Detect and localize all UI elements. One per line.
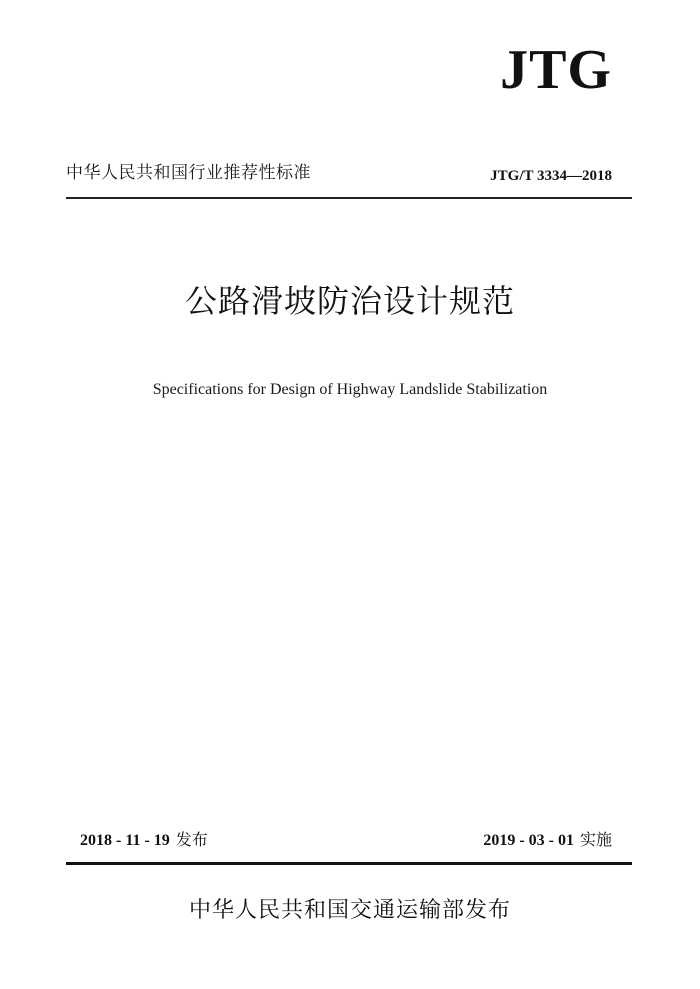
implementation-date-label: 实施 bbox=[579, 830, 612, 849]
implementation-date bbox=[483, 830, 612, 851]
standard-category: 中华人民共和国行业推荐性标准 bbox=[66, 163, 311, 183]
title-chinese: 公路滑坡防治设计规范 bbox=[184, 282, 515, 320]
header-divider bbox=[66, 197, 632, 199]
issue-date-value: 2018 - 11 - 19 bbox=[80, 832, 170, 849]
issue-date bbox=[80, 830, 208, 851]
publisher: 中华人民共和国交通运输部发布 bbox=[188, 898, 511, 923]
issue-date-label: 发布 bbox=[175, 830, 208, 849]
footer-divider bbox=[66, 862, 632, 865]
standard-number: JTG/T 3334—2018 bbox=[490, 168, 612, 184]
title-english: Specifications for Design of Highway Landslide Stabilization bbox=[152, 381, 548, 398]
implementation-date-value: 2019 - 03 - 01 bbox=[483, 832, 574, 849]
jtg-logo: JTG bbox=[500, 39, 612, 101]
